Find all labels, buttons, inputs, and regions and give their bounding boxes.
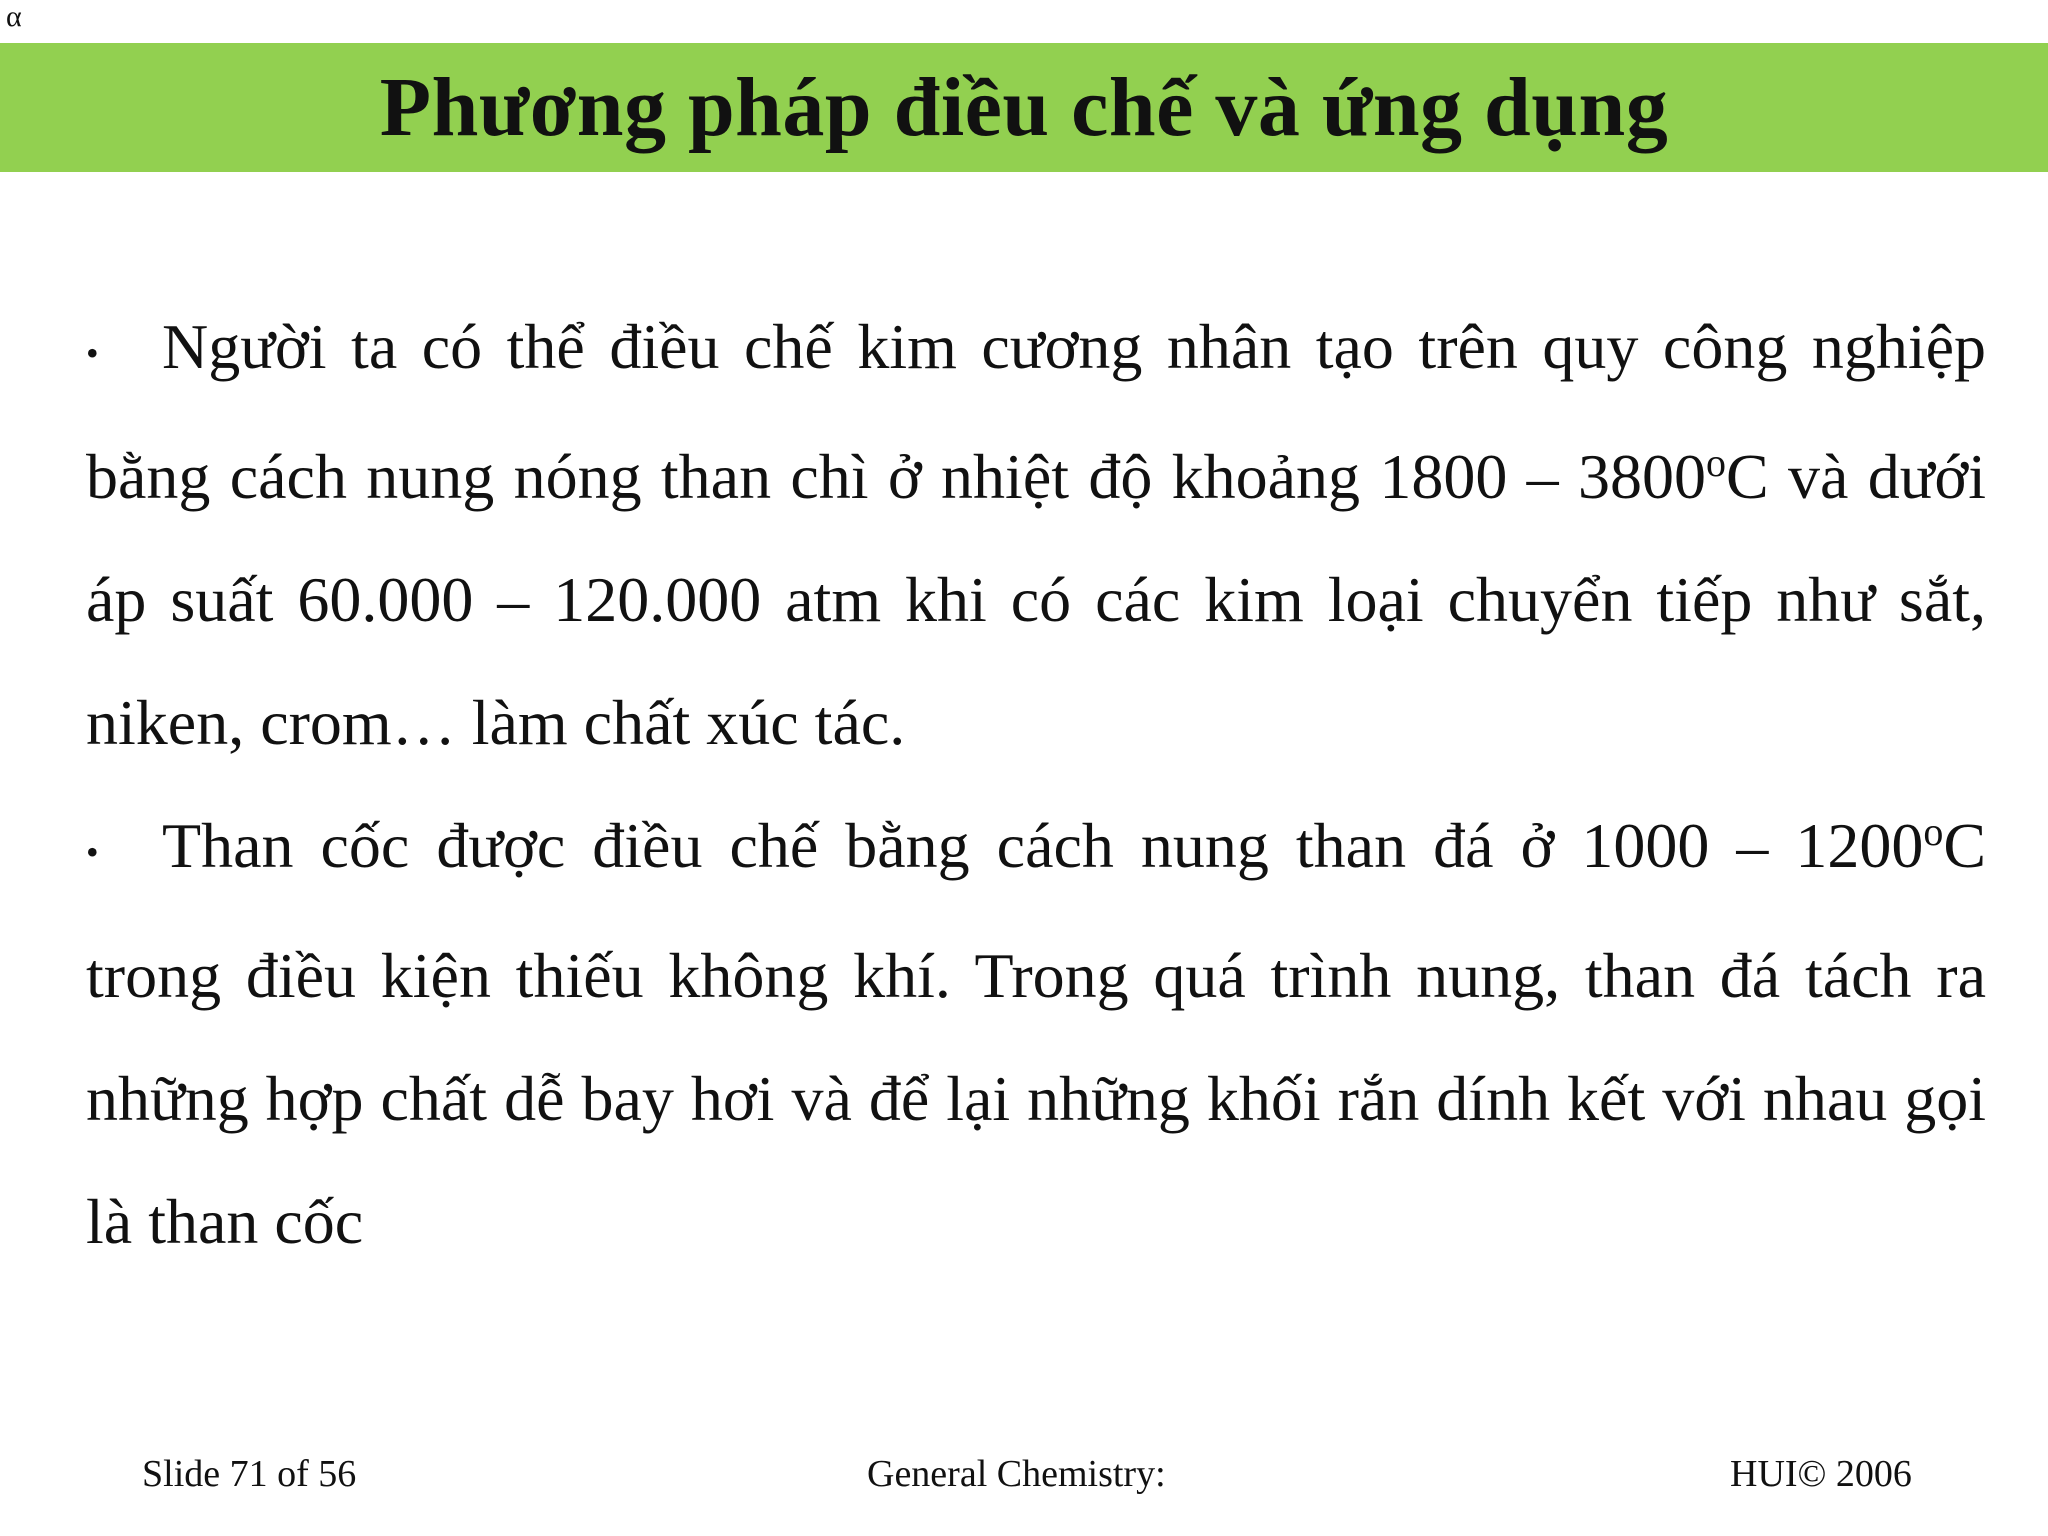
course-name: General Chemistry: xyxy=(867,1453,1166,1495)
slide-body xyxy=(86,285,1986,1283)
bullet-text-continued: C và dưới áp suất 60.000 – 120.000 atm khi có các kim loại chuyển tiếp như sắt, niken, crom… làm chất xúc tác. xyxy=(86,440,1986,758)
bullet-text-continued: C trong điều kiện thiếu không khí. Trong quá trình nung, than đá tách ra những hợp chất dễ bay hơi và để lại những khối rắn dính kết với nhau gọi là than cốc xyxy=(86,809,1986,1257)
bullet-text: Người ta có thể điều chế kim cương nhân tạo trên quy công nghiệp bằng cách nung nóng than chì ở nhiệt độ khoảng 1800 – 3800 xyxy=(86,311,1986,512)
bullet-item-diamond xyxy=(86,285,1986,784)
degree-superscript: o xyxy=(1923,808,1944,854)
bullet-icon: • xyxy=(86,332,99,373)
bullet-icon: • xyxy=(86,831,99,872)
slide-title: Phương pháp điều chế và ứng dụng xyxy=(379,60,1669,154)
bullet-item-coke xyxy=(86,784,1986,1283)
copyright: HUI© 2006 xyxy=(1730,1453,1912,1495)
degree-superscript: o xyxy=(1705,439,1726,485)
corner-symbol: α xyxy=(6,0,22,33)
title-banner xyxy=(0,43,2048,172)
slide-number: Slide 71 of 56 xyxy=(142,1453,357,1495)
bullet-text: Than cốc được điều chế bằng cách nung than đá ở 1000 – 1200 xyxy=(162,809,1924,881)
